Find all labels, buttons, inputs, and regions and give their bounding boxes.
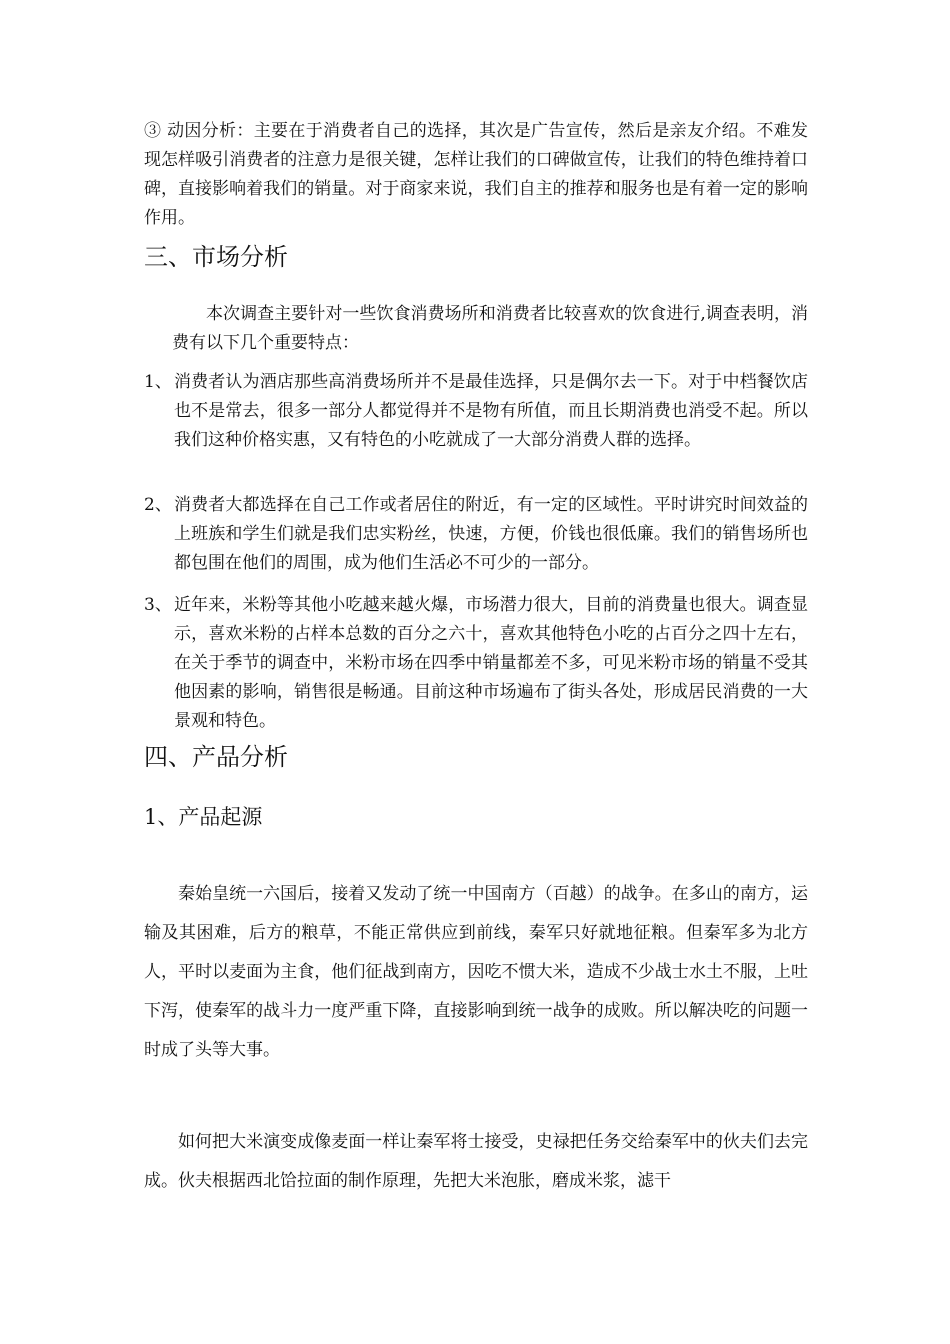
- origin-paragraph-1: 秦始皇统一六国后，接着又发动了统一中国南方（百越）的战争。在多山的南方，运输及其困难，后方的粮草，不能正常供应到前线，秦军只好就地征粮。但秦军多为北方人，平时以麦面为主食，他们征战到南方，因吃不惯大米，造成不少战士水土不服，上吐下泻，使秦军的战斗力一度严重下降，直接影响到统一战争的成败。所以解决吃的问题一时成了头等大事。: [144, 884, 808, 1060]
- product-origin-subheading: 1、产品起源: [144, 805, 263, 829]
- list-item: [144, 591, 808, 736]
- list-item: [144, 368, 808, 455]
- list-item: [144, 491, 808, 578]
- list-item-number: 2、: [144, 495, 172, 515]
- motivation-analysis-paragraph: ③ 动因分析：主要在于消费者自己的选择，其次是广告宣传，然后是亲友介绍。不难发现怎样吸引消费者的注意力是很关键，怎样让我们的口碑做宣传，让我们的特色维持着口碑，直接影响着我们的销量。对于商家来说，我们自主的推荐和服务也是有着一定的影响作用。: [144, 121, 808, 228]
- list-item-number: 3、: [144, 595, 172, 615]
- survey-intro-paragraph: 本次调查主要针对一些饮食消费场所和消费者比较喜欢的饮食进行,调查表明，消费有以下几个重要特点：: [172, 304, 808, 353]
- product-analysis-heading: 四、产品分析: [144, 743, 288, 771]
- origin-paragraph-2: 如何把大米演变成像麦面一样让秦军将士接受，史禄把任务交给秦军中的伙夫们去完成。伙夫根据西北饸拉面的制作原理，先把大米泡胀，磨成米浆，滤干: [144, 1132, 808, 1191]
- list-item-text: 消费者认为酒店那些高消费场所并不是最佳选择，只是偶尔去一下。对于中档餐饮店也不是常去，很多一部分人都觉得并不是物有所值，而且长期消费也消受不起。所以我们这种价格实惠，又有特色的小吃就成了一大部分消费人群的选择。: [174, 372, 808, 450]
- list-item-number: 1、: [144, 372, 172, 392]
- list-item-text: 近年来，米粉等其他小吃越来越火爆，市场潜力很大，目前的消费量也很大。调查显示，喜欢米粉的占样本总数的百分之六十，喜欢其他特色小吃的占百分之四十左右，在关于季节的调查中，米粉市场在四季中销量都差不多，可见米粉市场的销量不受其他因素的影响，销售很是畅通。目前这种市场遍布了街头各处，形成居民消费的一大景观和特色。: [174, 595, 808, 731]
- market-analysis-heading: 三、市场分析: [144, 243, 288, 271]
- list-item-text: 消费者大都选择在自己工作或者居住的附近，有一定的区域性。平时讲究时间效益的上班族和学生们就是我们忠实粉丝，快速，方便，价钱也很低廉。我们的销售场所也都包围在他们的周围，成为他们生活必不可少的一部分。: [174, 495, 808, 573]
